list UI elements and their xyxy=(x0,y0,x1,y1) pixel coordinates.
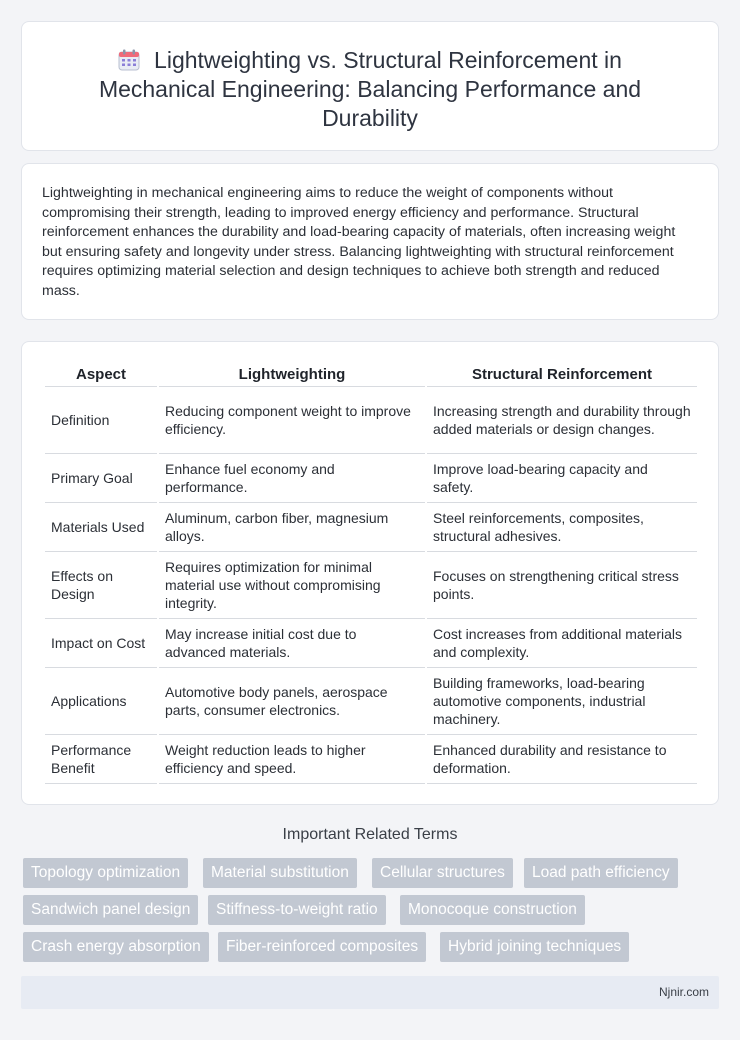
page-title-text: Lightweighting vs. Structural Reinforcement in Mechanical Engineering: Balancing Performance and Durability xyxy=(98,47,642,131)
table-row xyxy=(45,454,697,503)
table-row xyxy=(45,503,697,552)
calendar-icon xyxy=(118,49,140,71)
related-term-tag[interactable]: Cellular structures xyxy=(372,858,513,888)
lightweighting-cell: Requires optimization for minimal material use without compromising integrity. xyxy=(159,552,425,619)
lightweighting-cell: Reducing component weight to improve efficiency. xyxy=(159,387,425,454)
aspect-cell: Performance Benefit xyxy=(45,735,157,784)
reinforcement-cell: Focuses on strengthening critical stress points. xyxy=(427,552,697,619)
related-term-tag[interactable]: Load path efficiency xyxy=(524,858,678,888)
lightweighting-cell: Automotive body panels, aerospace parts, consumer electronics. xyxy=(159,668,425,735)
related-term-tag[interactable]: Sandwich panel design xyxy=(23,895,198,925)
lightweighting-cell: May increase initial cost due to advanced materials. xyxy=(159,619,425,668)
reinforcement-cell: Steel reinforcements, composites, structural adhesives. xyxy=(427,503,697,552)
aspect-cell: Materials Used xyxy=(45,503,157,552)
lightweighting-cell: Enhance fuel economy and performance. xyxy=(159,454,425,503)
reinforcement-cell: Improve load-bearing capacity and safety. xyxy=(427,454,697,503)
comparison-table xyxy=(43,362,699,784)
related-term-tag[interactable]: Stiffness-to-weight ratio xyxy=(208,895,386,925)
table-header-row xyxy=(45,362,697,387)
related-term-tag[interactable]: Fiber-reinforced composites xyxy=(218,932,426,962)
header-reinforcement: Structural Reinforcement xyxy=(427,362,697,387)
footer xyxy=(21,976,719,1009)
table-row xyxy=(45,619,697,668)
reinforcement-cell: Building frameworks, load-bearing automotive components, industrial machinery. xyxy=(427,668,697,735)
header-lightweighting: Lightweighting xyxy=(159,362,425,387)
header-aspect: Aspect xyxy=(45,362,157,387)
table-row xyxy=(45,735,697,784)
aspect-cell: Applications xyxy=(45,668,157,735)
aspect-cell: Definition xyxy=(45,387,157,454)
comparison-card xyxy=(21,341,719,805)
related-term-tag[interactable]: Topology optimization xyxy=(23,858,188,888)
intro-card xyxy=(21,163,719,320)
table-row xyxy=(45,552,697,619)
page-title xyxy=(62,46,678,133)
aspect-cell: Impact on Cost xyxy=(45,619,157,668)
lightweighting-cell: Weight reduction leads to higher efficiency and speed. xyxy=(159,735,425,784)
reinforcement-cell: Cost increases from additional materials and complexity. xyxy=(427,619,697,668)
related-term-tag[interactable]: Crash energy absorption xyxy=(23,932,209,962)
footer-site-link[interactable]: Njnir.com xyxy=(658,985,709,999)
title-card xyxy=(21,21,719,151)
aspect-cell: Primary Goal xyxy=(45,454,157,503)
reinforcement-cell: Enhanced durability and resistance to deformation. xyxy=(427,735,697,784)
table-row xyxy=(45,668,697,735)
table-row xyxy=(45,387,697,454)
lightweighting-cell: Aluminum, carbon fiber, magnesium alloys. xyxy=(159,503,425,552)
intro-paragraph: Lightweighting in mechanical engineering aims to reduce the weight of components without compromising their strength, leading to improved energy efficiency and performance. Structural reinforcement enhances the durability and load-bearing capacity of materials, often increasing weight but ensuring safety and longevity under stress. Balancing lightweighting with structural reinforcement requires optimizing material selection and design techniques to achieve both strength and reduced mass. xyxy=(42,185,676,299)
aspect-cell: Effects on Design xyxy=(45,552,157,619)
related-term-tag[interactable]: Material substitution xyxy=(203,858,357,888)
related-terms-title: Important Related Terms xyxy=(282,826,458,843)
reinforcement-cell: Increasing strength and durability through added materials or design changes. xyxy=(427,387,697,454)
related-term-tag[interactable]: Hybrid joining techniques xyxy=(440,932,629,962)
related-term-tag[interactable]: Monocoque construction xyxy=(400,895,585,925)
